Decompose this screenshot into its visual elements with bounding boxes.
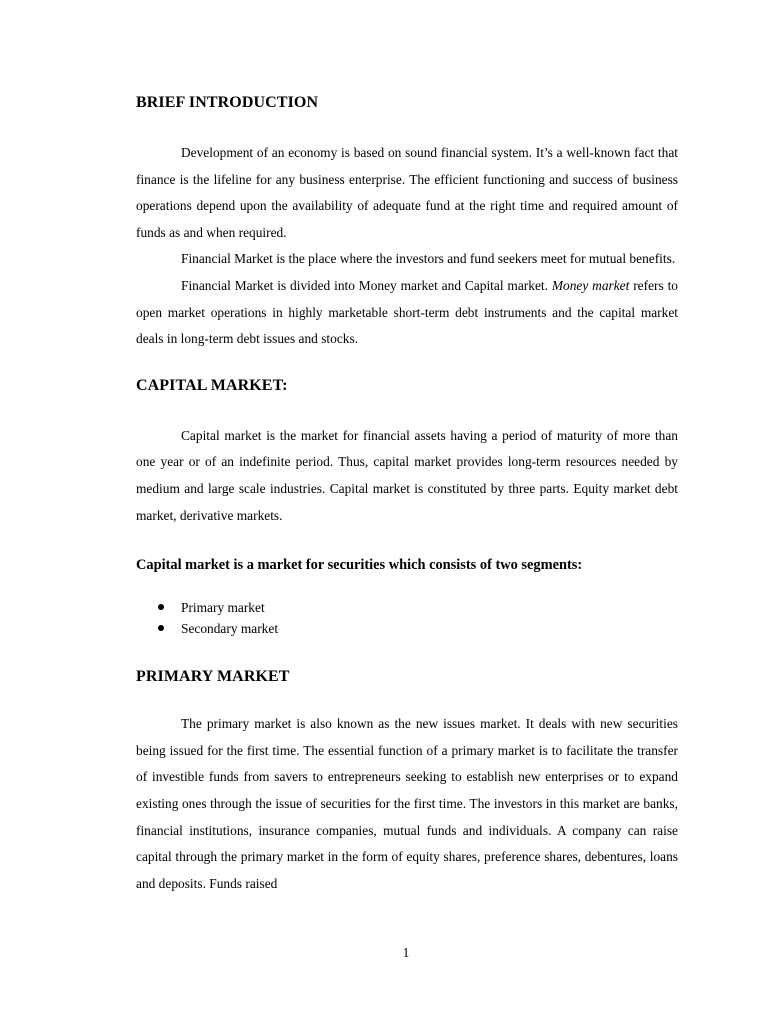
list-item-label: Secondary market: [181, 621, 279, 637]
page-content: [136, 92, 678, 897]
heading-capital-market: CAPITAL MARKET:: [136, 376, 288, 394]
list-item: [136, 618, 678, 639]
bullet-icon: [158, 604, 164, 610]
capital-market-subheading: Capital market is a market for securities which consists of two segments:: [136, 557, 583, 574]
segments-list: [136, 597, 678, 639]
heading-primary-market: PRIMARY MARKET: [136, 668, 290, 686]
intro-paragraph-3: [136, 273, 678, 353]
primary-market-paragraph: The primary market is also known as the new issues market. It deals with new securities being issued for the first time. The essential function of a primary market is to facilitate the transfer of investible funds from savers to entrepreneurs seeking to establish new enterprises or to expand existing ones through the issue of securities for the first time. The investors in this market are banks, financial institutions, insurance companies, mutual funds and individuals. A company can raise capital through the primary market in the form of equity shares, preference shares, debentures, loans and deposits. Funds raised: [136, 716, 678, 891]
page-number: 1: [402, 945, 410, 960]
list-item-label: Primary market: [181, 600, 265, 616]
heading-brief-introduction: BRIEF INTRODUCTION: [136, 94, 319, 111]
bullet-icon: [158, 625, 164, 631]
list-item: [136, 597, 678, 618]
capital-market-paragraph: Capital market is the market for financial assets having a period of maturity of more than one year or of an indefinite period. Thus, capital market provides long-term resources needed by medium and large scale industries. Capital market is constituted by three parts. Equity market debt market, derivative markets.: [136, 427, 678, 523]
intro-paragraph-3-rest: refers to open market operations in highly marketable short-term debt instruments and the capital market deals in long-term debt issues and stocks.: [136, 277, 678, 347]
intro-paragraph-1: Development of an economy is based on sound financial system. It’s a well-known fact that finance is the lifeline for any business enterprise. The efficient functioning and success of business operations depend upon the availability of adequate fund at the right time and required amount of funds as and when required.: [136, 145, 678, 240]
intro-paragraph-3-lead: Financial Market is divided into Money market and Capital market.: [181, 277, 552, 293]
intro-paragraph-2: Financial Market is the place where the investors and fund seekers meet for mutual benefits.: [181, 251, 676, 267]
intro-paragraph-3-italic: Money market: [551, 277, 630, 293]
